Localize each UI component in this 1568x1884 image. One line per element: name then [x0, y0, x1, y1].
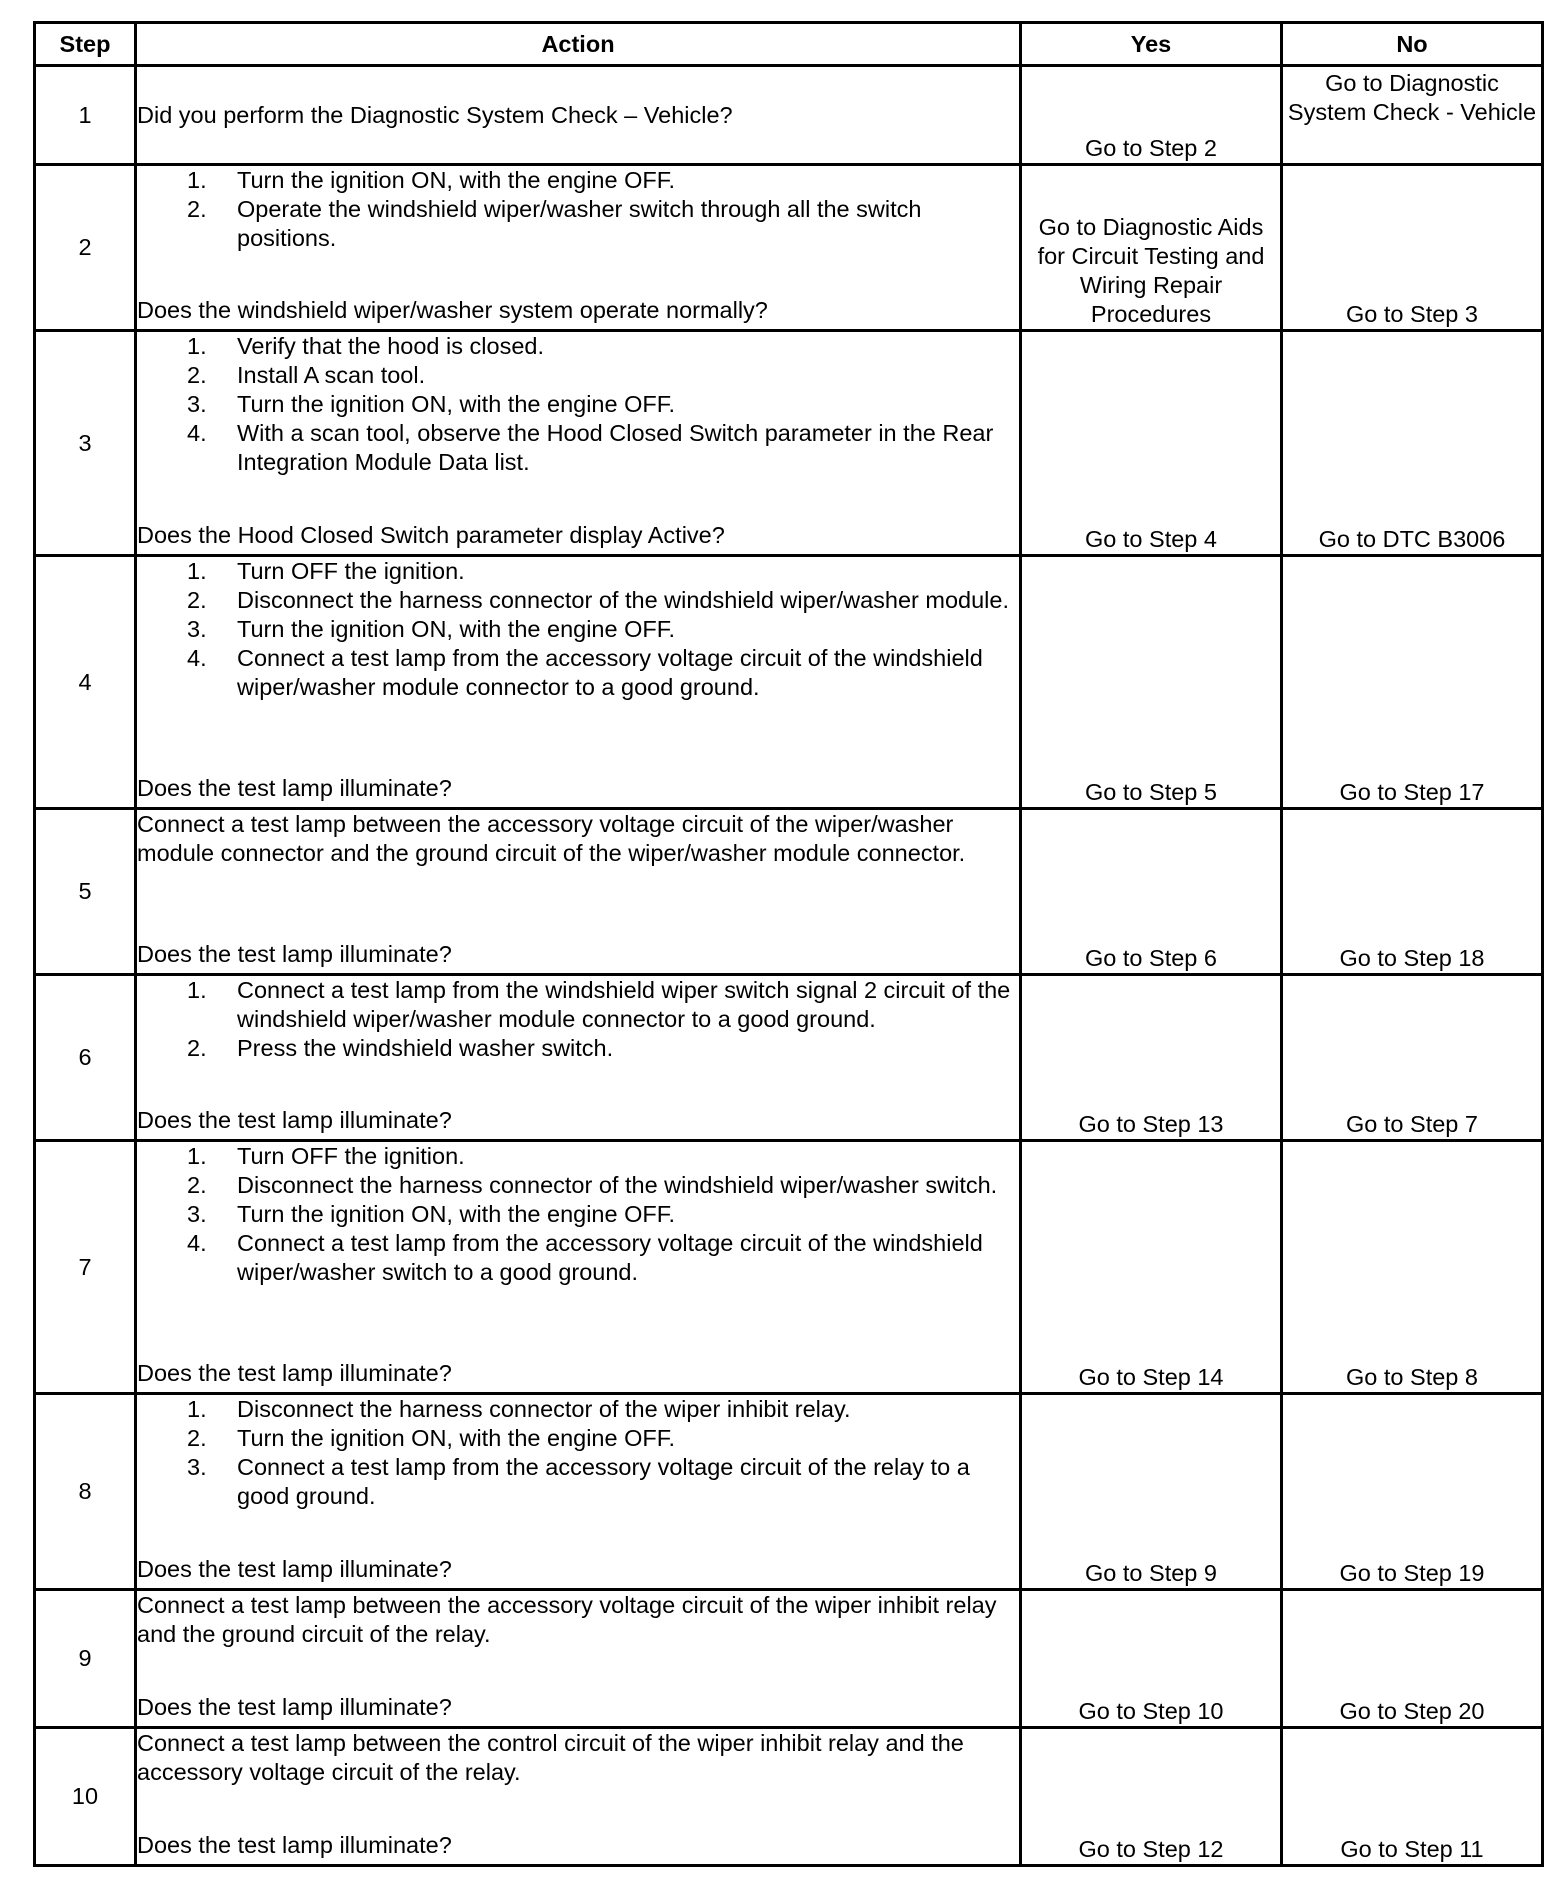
action-question: Does the windshield wiper/washer system operate normally? [137, 297, 768, 323]
action-question: Does the test lamp illuminate? [137, 1107, 452, 1133]
table-row [35, 1590, 1543, 1728]
list-item: 3. Connect a test lamp from the accessory voltage circuit of the relay to a good ground. [187, 1454, 970, 1509]
list-item: 1. Turn OFF the ignition. [187, 1143, 465, 1169]
table-row [35, 1141, 1543, 1394]
list-item: 2. Operate the windshield wiper/washer switch through all the switch positions. [187, 196, 922, 251]
table-row [35, 1728, 1543, 1866]
list-item: 2. Turn the ignition ON, with the engine OFF. [187, 1425, 676, 1451]
step-number: 2 [35, 165, 136, 331]
action-cell [136, 1141, 1021, 1394]
list-item: 2. Install A scan tool. [187, 362, 426, 388]
list-item: 2. Disconnect the harness connector of the windshield wiper/washer switch. [187, 1172, 998, 1198]
step-number: 10 [35, 1728, 136, 1866]
header-row [35, 23, 1543, 66]
no-cell: Go to DTC B3006 [1282, 331, 1543, 556]
action-text: Did you perform the Diagnostic System Check – Vehicle? [137, 101, 733, 128]
table-row [35, 165, 1543, 331]
step-number: 7 [35, 1141, 136, 1394]
action-cell [136, 809, 1021, 975]
yes-cell: Go to Step 5 [1021, 556, 1282, 809]
action-cell [136, 556, 1021, 809]
table-row [35, 66, 1543, 165]
no-cell: Go to Step 17 [1282, 556, 1543, 809]
step-number: 9 [35, 1590, 136, 1728]
yes-cell: Go to Step 14 [1021, 1141, 1282, 1394]
action-cell [136, 165, 1021, 331]
list-item: 2. Press the windshield washer switch. [187, 1035, 614, 1061]
action-question: Does the test lamp illuminate? [137, 775, 452, 801]
action-text: Connect a test lamp between the accessory voltage circuit of the wiper inhibit relay and the ground circuit of the relay. [137, 1592, 997, 1647]
action-question: Does the Hood Closed Switch parameter display Active? [137, 522, 725, 548]
step-number: 1 [35, 66, 136, 165]
yes-cell: Go to Step 13 [1021, 975, 1282, 1141]
list-item: 2. Disconnect the harness connector of the windshield wiper/washer module. [187, 587, 1010, 613]
action-cell [136, 975, 1021, 1141]
header-yes: Yes [1021, 23, 1282, 66]
action-steps [137, 976, 1019, 1063]
header-step: Step [35, 23, 136, 66]
action-steps [137, 1395, 1019, 1511]
action-question: Does the test lamp illuminate? [137, 1694, 452, 1720]
yes-cell: Go to Step 10 [1021, 1590, 1282, 1728]
list-item: 1. Turn the ignition ON, with the engine OFF. [187, 167, 676, 193]
action-question: Does the test lamp illuminate? [137, 941, 452, 967]
action-cell [136, 1590, 1021, 1728]
list-item: 1. Verify that the hood is closed. [187, 333, 544, 359]
action-question: Does the test lamp illuminate? [137, 1832, 452, 1858]
list-item: 3. Turn the ignition ON, with the engine OFF. [187, 1201, 676, 1227]
action-cell [136, 1394, 1021, 1590]
list-item: 1. Disconnect the harness connector of the wiper inhibit relay. [187, 1396, 851, 1422]
action-steps [137, 557, 1019, 702]
table-row [35, 1394, 1543, 1590]
list-item: 4. Connect a test lamp from the accessory voltage circuit of the windshield wiper/washer switch to a good ground. [187, 1230, 983, 1285]
list-item: 4. Connect a test lamp from the accessory voltage circuit of the windshield wiper/washer module connector to a good ground. [187, 645, 983, 700]
no-cell: Go to Step 11 [1282, 1728, 1543, 1866]
action-question: Does the test lamp illuminate? [137, 1556, 452, 1582]
yes-cell: Go to Diagnostic Aids for Circuit Testing and Wiring Repair Procedures [1021, 165, 1282, 331]
action-cell [136, 331, 1021, 556]
action-steps [137, 332, 1019, 477]
no-cell: Go to Step 20 [1282, 1590, 1543, 1728]
yes-cell: Go to Step 4 [1021, 331, 1282, 556]
action-text: Connect a test lamp between the accessory voltage circuit of the wiper/washer module connector and the ground circuit of the wiper/washer module connector. [137, 811, 966, 866]
no-cell: Go to Diagnostic System Check - Vehicle [1282, 66, 1543, 165]
step-number: 8 [35, 1394, 136, 1590]
yes-cell: Go to Step 2 [1021, 66, 1282, 165]
table-row [35, 331, 1543, 556]
no-cell: Go to Step 3 [1282, 165, 1543, 331]
list-item: 3. Turn the ignition ON, with the engine OFF. [187, 391, 676, 417]
yes-cell: Go to Step 12 [1021, 1728, 1282, 1866]
no-cell: Go to Step 18 [1282, 809, 1543, 975]
list-item: 1. Turn OFF the ignition. [187, 558, 465, 584]
step-number: 6 [35, 975, 136, 1141]
step-number: 4 [35, 556, 136, 809]
table-row [35, 809, 1543, 975]
table-row [35, 556, 1543, 809]
step-number: 5 [35, 809, 136, 975]
yes-cell: Go to Step 9 [1021, 1394, 1282, 1590]
action-steps [137, 166, 1019, 253]
no-cell: Go to Step 7 [1282, 975, 1543, 1141]
action-cell [136, 66, 1021, 165]
step-number: 3 [35, 331, 136, 556]
action-steps [137, 1142, 1019, 1287]
no-cell: Go to Step 19 [1282, 1394, 1543, 1590]
list-item: 4. With a scan tool, observe the Hood Closed Switch parameter in the Rear Integration Module Data list. [187, 420, 994, 475]
no-cell: Go to Step 8 [1282, 1141, 1543, 1394]
list-item: 1. Connect a test lamp from the windshield wiper switch signal 2 circuit of the windshield wiper/washer module connector to a good ground. [187, 977, 1011, 1032]
yes-cell: Go to Step 6 [1021, 809, 1282, 975]
list-item: 3. Turn the ignition ON, with the engine OFF. [187, 616, 676, 642]
diagnostic-table [33, 21, 1544, 1867]
action-question: Does the test lamp illuminate? [137, 1360, 452, 1386]
table-row [35, 975, 1543, 1141]
header-no: No [1282, 23, 1543, 66]
action-cell [136, 1728, 1021, 1866]
action-text: Connect a test lamp between the control circuit of the wiper inhibit relay and the accessory voltage circuit of the relay. [137, 1730, 964, 1785]
header-action: Action [136, 23, 1021, 66]
